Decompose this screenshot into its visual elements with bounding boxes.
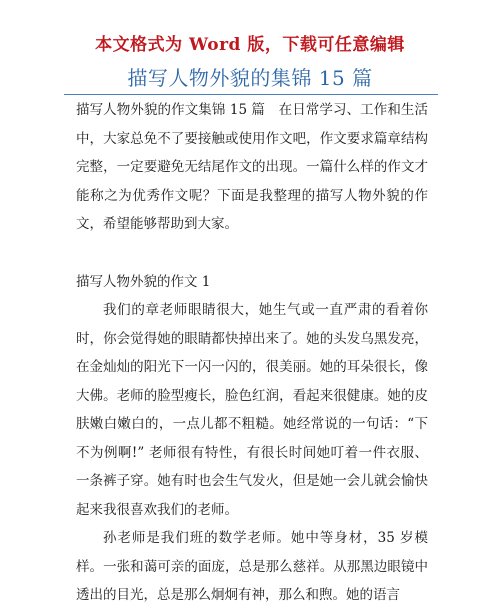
intro-paragraph: 描写人物外貌的作文集锦 15 篇 在日常学习、工作和生活中，大家总免不了要接触或使用作文吧，作文要求篇章结构完整，一定要避免无结尾作文的出现。一篇什么样的作文才能称之为优秀作文呢？下面是我整理的描写人物外貌的作文，希望能够帮助到大家。 [76,102,428,232]
body-paragraph: 我们的章老师眼睛很大，她生气或一直严肃的看着你时，你会觉得她的眼睛都快掉出来了。她的头发乌黑发亮，在金灿灿的阳光下一闪一闪的，很美丽。她的耳朵很长，像大佛。老师的脸型瘦长，脸色红润，看起来很健康。她的皮肤嫩白嫩白的，一点儿都不粗糙。她经常说的一句话：“下不为例啊!” 老师很有特性，有很长时间她叮着一件衣服、一条裤子穿。她有时也会生气发火，但是她一会儿就会愉快起来我很喜欢我们的老师。 [76,302,428,518]
section-heading: 描写人物外貌的作文 1 [76,273,211,290]
title-divider [64,94,438,95]
body-paragraph: 孙老师是我们班的数学老师。她中等身材，35 岁模样。一张和蔼可亲的面庞，总是那么慈祥。从那黑边眼镜中透出的目光，总是那么炯炯有神，那么和煦。她的语言 [76,530,428,603]
document-title: 描写人物外貌的集锦 15 篇 [127,66,373,90]
document-body [76,96,428,610]
format-banner: 本文格式为 Word 版，下载可任意编辑 [95,35,405,55]
paragraph-gap [76,239,428,268]
